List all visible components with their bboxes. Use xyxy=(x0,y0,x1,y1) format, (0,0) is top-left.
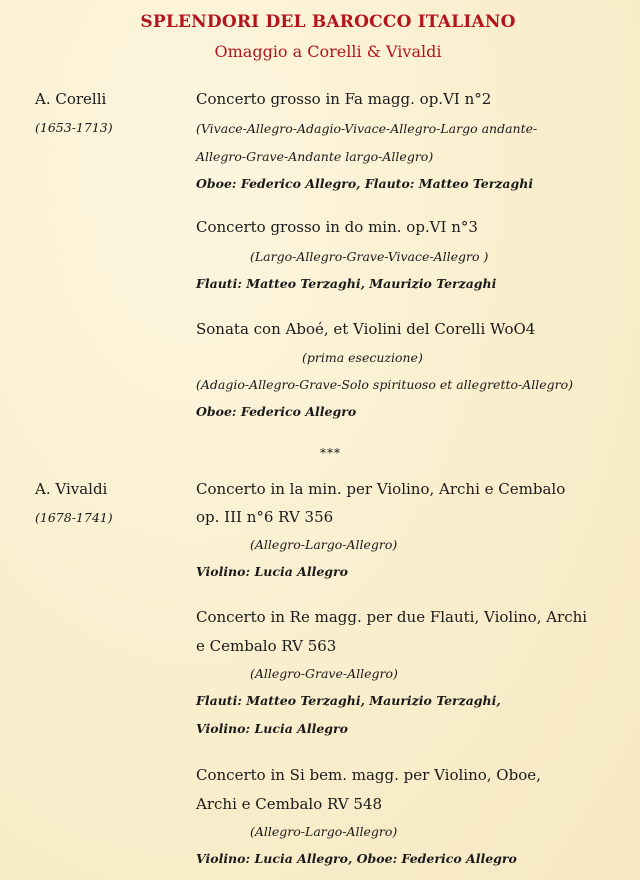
work-movements: (Largo-Allegro-Grave-Vivace-Allegro ) xyxy=(250,249,489,264)
program-title: SPLENDORI DEL BAROCCO ITALIANO xyxy=(140,12,516,32)
work-title: Concerto grosso in Fa magg. op.VI n°2 xyxy=(196,90,492,108)
work-performers: Oboe: Federico Allegro, Flauto: Matteo Terzaghi xyxy=(196,176,534,191)
work-performers: Flauti: Matteo Terzaghi, Maurizio Terzaghi xyxy=(196,276,497,291)
work-title: e Cembalo RV 563 xyxy=(196,637,337,655)
composer-name-vivaldi: A. Vivaldi xyxy=(35,480,108,498)
composer-dates-vivaldi: (1678-1741) xyxy=(35,510,113,525)
work-movements: Allegro-Grave-Andante largo-Allegro) xyxy=(196,149,434,164)
work-performers: Violino: Lucia Allegro xyxy=(196,564,348,579)
work-performers: Flauti: Matteo Terzaghi, Maurizio Terzaghi, xyxy=(196,693,501,708)
program-subtitle: Omaggio a Corelli & Vivaldi xyxy=(214,42,442,61)
work-performers: Violino: Lucia Allegro, Oboe: Federico Allegro xyxy=(196,851,517,866)
work-title: Concerto grosso in do min. op.VI n°3 xyxy=(196,218,478,236)
work-title: Sonata con Aboé, et Violini del Corelli WoO4 xyxy=(196,320,536,338)
work-movements: (Allegro-Largo-Allegro) xyxy=(250,824,398,839)
work-title: Concerto in Re magg. per due Flauti, Violino, Archi xyxy=(196,608,588,626)
work-note: (prima esecuzione) xyxy=(302,350,423,365)
work-movements: (Adagio-Allegro-Grave-Solo spirituoso et allegretto-Allegro) xyxy=(196,377,574,392)
work-title: Concerto in Si bem. magg. per Violino, Oboe, xyxy=(196,766,541,784)
work-movements: (Allegro-Grave-Allegro) xyxy=(250,666,398,681)
work-title: Concerto in la min. per Violino, Archi e Cembalo xyxy=(196,480,566,498)
work-movements: (Vivace-Allegro-Adagio-Vivace-Allegro-Largo andante- xyxy=(196,121,538,136)
work-performers: Oboe: Federico Allegro xyxy=(196,404,357,419)
work-performers: Violino: Lucia Allegro xyxy=(196,721,348,736)
section-separator: *** xyxy=(320,446,341,460)
composer-dates-corelli: (1653-1713) xyxy=(35,120,113,135)
work-title: Archi e Cembalo RV 548 xyxy=(196,795,382,813)
work-title: op. III n°6 RV 356 xyxy=(196,508,334,526)
composer-name-corelli: A. Corelli xyxy=(35,90,107,108)
work-movements: (Allegro-Largo-Allegro) xyxy=(250,537,398,552)
